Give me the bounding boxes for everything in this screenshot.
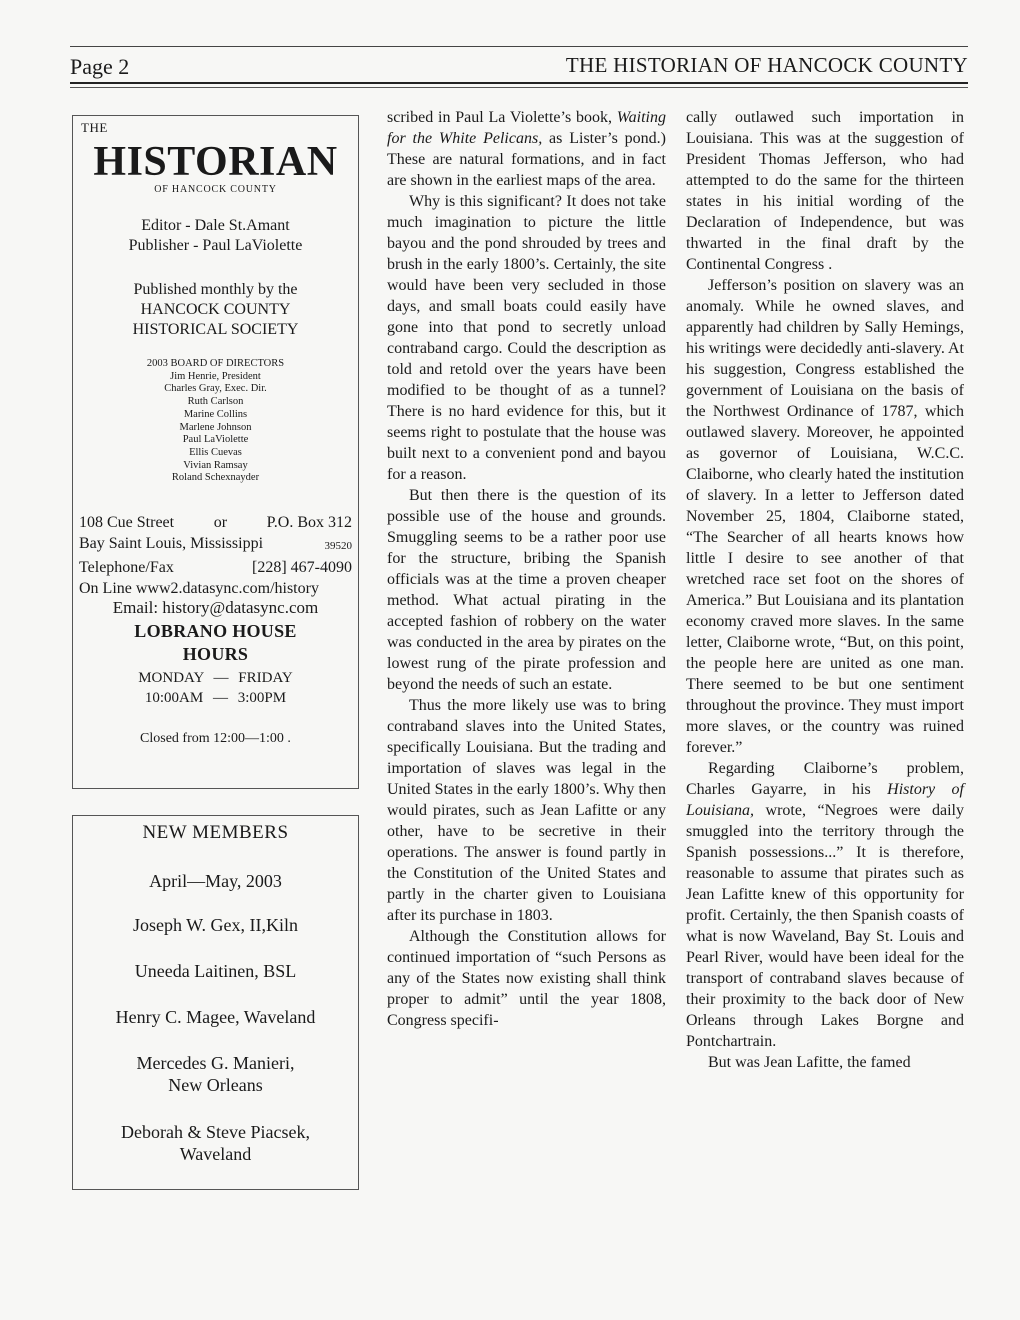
masthead-the: THE [81, 120, 108, 135]
article-column-1 [387, 107, 666, 1031]
days-row [73, 668, 358, 688]
day-from: MONDAY [138, 670, 204, 686]
time-dash: — [212, 690, 228, 706]
phone-number: [228] 467-4090 [252, 559, 352, 576]
masthead-name: HISTORIAN [93, 139, 338, 185]
article-paragraph: But was Jean Lafitte, the famed [708, 1054, 911, 1071]
new-members-box [72, 815, 359, 1190]
masthead-subtitle: OF HANCOCK COUNTY [154, 184, 277, 195]
article-paragraph: Jefferson’s position on slavery was an anomaly. While he owned slaves, and apparently had children by Sally Hemings, his writings were decidedly anti-slavery. At his suggestion, Congress established the government of Louisiana on the basis of the Northwest Ordinance of 1787, which outlawed slavery. Moreover, he appointed as governor of Louisiana, W.C.C. Claiborne, who clearly hated the institution of slavery. In a letter to Jefferson dated November 25, 1804, Claiborne stated, “The Searcher of all hearts knows how little I desire to see another of that wretched race set foot on the shores of America.” But Louisiana and its plantation economy craved more slaves. In the same letter, Claiborne wrote, “But, on this point, the people here are united as one man. There seemed to be but one sentiment throughout the province. They must import more slaves, or the country was ruined forever.” [686, 277, 964, 756]
member-name: Mercedes G. Manieri, [136, 1053, 295, 1073]
article-text: scribed in Paul La Violette’s book, [387, 109, 612, 126]
members-period: April—May, 2003 [149, 871, 282, 891]
member-name: Joseph W. Gex, II,Kiln [133, 915, 298, 935]
board-member: Jim Henrie, President [170, 370, 261, 382]
article-paragraph: cally outlawed such importation in Louisiana. This was at the suggestion of President Thomas Jefferson, who had attempted to do the same for the thirteen states in his initial wording of the Declaration of Independence, but was thwarted in the final draft by the Continental Congress . [686, 109, 964, 273]
time-to: 3:00PM [237, 690, 287, 706]
hours-title-line-1: LOBRANO HOUSE [134, 621, 297, 641]
board-title: 2003 BOARD OF DIRECTORS [146, 358, 285, 369]
article-column-2 [686, 107, 964, 1073]
board-member: Ruth Carlson [187, 396, 244, 408]
website-link[interactable]: On Line www2.datasync.com/history [79, 580, 319, 597]
time-from: 10:00AM [144, 690, 204, 706]
masthead-box [72, 115, 359, 789]
board-member: Vivian Ramsay [183, 459, 248, 471]
closed-hours: Closed from 12:00—1:00 . [140, 731, 291, 746]
email-link[interactable]: Email: history@datasync.com [112, 598, 319, 617]
day-to: FRIDAY [238, 670, 293, 686]
article-paragraph: Although the Constitution allows for continued importation of “such Persons as any of the States now existing shall think proper to admit” until the year 1808, Congress specifi- [387, 928, 666, 1029]
board-member: Paul LaViolette [182, 434, 249, 446]
article-text: Regarding Claiborne’s problem, Charles Gayarre, in his [686, 760, 964, 798]
board-of-directors [73, 358, 358, 485]
phone-row [79, 557, 352, 578]
hours-title-line-2: HOURS [182, 644, 249, 664]
publisher-credit: Publisher - Paul LaViolette [128, 237, 303, 254]
board-member: Marlene Johnson [179, 421, 252, 433]
city-row [79, 533, 352, 557]
contact-info [79, 512, 352, 599]
day-dash: — [213, 670, 229, 686]
article-text: as Lister’s pond.) These are natural formations, and in fact are shown in the earliest maps of the area. [387, 130, 666, 189]
board-member: Roland Schexnayder [171, 472, 260, 484]
zip-code: 39520 [324, 540, 352, 552]
address-or: or [213, 514, 228, 531]
board-member: Charles Gray, Exec. Dir. [164, 383, 267, 395]
address-row [79, 512, 352, 533]
article-paragraph [686, 758, 964, 1052]
book-title: History of Louisiana, [686, 781, 964, 819]
city-state: Bay Saint Louis, Mississippi [79, 535, 264, 552]
member-name: New Orleans [168, 1075, 263, 1095]
publication-title: THE HISTORIAN OF HANCOCK COUNTY [565, 53, 968, 77]
article-paragraph [387, 107, 666, 191]
time-row [73, 688, 358, 708]
article-paragraph: But then there is the question of its possible use of the house and grounds. Smuggling seems to be a rather poor use for the structure, bribing the Spanish officials was at the time a proven cheaper method. What actual pirating in the accepted fashion of robbery on the water was conducted in the area by pirates on the lowest rung of the pirate profession and beyond the needs of such an estate. [387, 487, 666, 693]
book-title: Waiting for the White Pelicans, [387, 109, 666, 147]
published-line-2: HANCOCK COUNTY [140, 301, 291, 318]
board-member: Ellis Cuevas [189, 446, 242, 458]
page-header [70, 40, 968, 92]
article-paragraph: Thus the more likely use was to bring contraband slaves into the United States, specifically Louisiana. But the trading and importation of slaves was legal in the United States in the early 1800’s. Why then would pirates, such as Jean Lafitte or any other, have to be secretive in their operations. The answer is found partly in the Constitution of the United States and partly in the charter given to Louisiana after its purchase in 1803. [387, 697, 666, 924]
member-name: Waveland [179, 1144, 252, 1164]
member-name: Uneeda Laitinen, BSL [134, 961, 297, 981]
street-address: 108 Cue Street [79, 514, 175, 531]
staff-credits [73, 216, 358, 256]
board-member: Marine Collins [183, 408, 248, 420]
editor-credit: Editor - Dale St.Amant [141, 217, 290, 234]
new-members-title: NEW MEMBERS [142, 822, 289, 843]
published-line-1: Published monthly by the [133, 281, 298, 298]
member-name: Deborah & Steve Piacsek, [121, 1122, 310, 1142]
phone-label: Telephone/Fax [79, 559, 174, 576]
header-rule-thin [70, 87, 968, 88]
page-number: Page 2 [70, 54, 130, 79]
office-hours [73, 668, 358, 708]
hours-title [73, 620, 358, 666]
article-text: wrote, “Negroes were daily smuggled into the territory through the Spanish possessions...” It is therefore, reasonable to assume that pirates such as Jean Lafitte knew of this opportunity for profit. Certainly, the then Spanish coasts of what is now Waveland, Bay St. Louis and Pearl River, would have been ideal for the transport of contraband slaves because of their proximity to the back door of New Orleans through Lakes Borgne and Pontchartrain. [686, 802, 964, 1050]
article-paragraph: Why is this significant? It does not take much imagination to picture the little bayou and the pond shrouded by trees and brush in the early 1800’s. Certainly, the site would have been very secluded in those days, and small boats could easily have gone into that pond to secretly unload contraband cargo. Could the description as told and retold over the years have been modified to be thought of as a tunnel? There is no hard evidence for this, but it seems right to postulate that the house was built next to a convenient pond and bayou for a reason. [387, 193, 666, 483]
published-line-3: HISTORICAL SOCIETY [132, 321, 299, 338]
publisher-statement [73, 280, 358, 340]
header-rule [70, 82, 968, 84]
header-top-rule [70, 46, 968, 47]
po-box: P.O. Box 312 [266, 514, 352, 531]
member-name: Henry C. Magee, Waveland [115, 1007, 316, 1027]
